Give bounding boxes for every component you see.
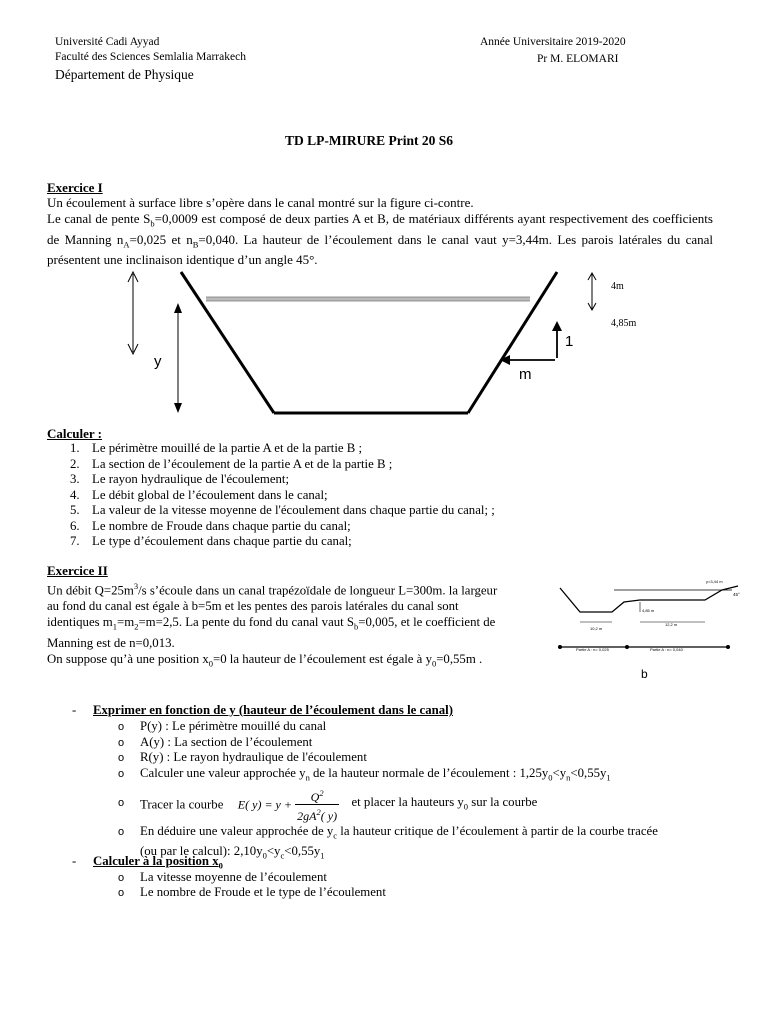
channel-left-wall: [181, 272, 274, 413]
figure-label-m: m: [519, 366, 532, 383]
academic-year: Année Universitaire 2019-2020: [480, 36, 626, 48]
circle-bullet: o: [118, 826, 125, 838]
dash-bullet: -: [72, 703, 77, 717]
formula-lhs: E( y) = y +: [237, 797, 292, 812]
fig2-label-part-b: Partie A : n= 0,040: [650, 647, 683, 652]
formula-fraction: $\frac{Q^2}{2gA^2( y)}$: [297, 788, 338, 823]
channel-right-wall: [468, 272, 557, 413]
exercise-2-heading: Exercice II: [47, 563, 108, 578]
list-item: 2. La section de l’écoulement de la partie A et de la partie B ;: [70, 456, 393, 471]
fig2-label-width-a: 10,2 m: [590, 626, 603, 631]
exercise-1-paragraph: Le canal de pente $S_b=0,0009$ est composé de deux parties A et B, de matériaux différents ayant respectivement des coefficients de Manning $n_A=0,025$ et $n_B=0,040$. La hauteur de l’écoulement dans le canal vaut y=3,44m. Les parois latérales du canal présentent une inclinaison identique d’un angle 45°.: [47, 211, 714, 268]
list-item: 6. Le nombre de Froude dans chaque partie du canal;: [70, 518, 351, 533]
page-title: TD LP-MIRURE Print 20 S6: [285, 133, 453, 148]
fig2-label-part-a: Partie A : n= 0,025: [576, 647, 609, 652]
calculate-heading: Calculer :: [47, 426, 102, 441]
circle-bullet: o: [118, 721, 125, 733]
ex2-line-5: On suppose qu’à une position $x_0=0$ la hauteur de l’écoulement est égale à $y_0=0,55m$ .: [47, 651, 483, 669]
department-name: Département de Physique: [55, 67, 194, 82]
ex2-line-2: au fond du canal est égale à b=5m et les pentes des parois latérales du canal sont: [47, 599, 459, 614]
item-critical-height: En déduire une valeur approchée de $y_c$ la hauteur critique de l’écoulement à partir de la courbe tracée (ou par le calcul): $2,10y_0<y_c<0,55y_1$: [140, 824, 658, 861]
list-item: 1. Le périmètre mouillé de la partie A et de la partie B ;: [70, 441, 363, 455]
figure-label-485m: 4,85m: [611, 318, 637, 329]
professor-name: Pr M. ELOMARI: [537, 53, 619, 65]
list-item: 3. Le rayon hydraulique de l'écoulement;: [70, 472, 290, 486]
fig2-label-y: y=3,44 m: [706, 579, 723, 584]
item-velocity: La vitesse moyenne de l’écoulement: [140, 870, 327, 884]
exercise-2-paragraph: [47, 578, 539, 671]
dash-bullet: -: [72, 854, 77, 868]
ex2-line-1: Un débit $Q=25m^3/s$ s’écoule dans un canal trapézoïdale de longueur L=300m. la largeur: [47, 581, 498, 598]
question-list: [70, 441, 495, 550]
fig2-label-height: 4,85 m: [642, 608, 655, 613]
item-section: A(y) : La section de l’écoulement: [140, 735, 313, 749]
item-radius: R(y) : Le rayon hydraulique de l'écoulement: [140, 750, 367, 764]
circle-bullet: o: [118, 737, 125, 749]
fig2-label-width-b: 12,2 m: [665, 622, 678, 627]
exercise-1-line-1: Un écoulement à surface libre s’opère dans le canal montré sur la figure ci-contre.: [47, 195, 474, 210]
circle-bullet: o: [118, 872, 125, 884]
item-normal-height: Calculer une valeur approchée $y_n$ de la hauteur normale de l’écoulement : $1,25y_0<y_n<0,55y_1$: [140, 766, 611, 783]
section-express-heading: Exprimer en fonction de y (hauteur de l’écoulement dans le canal): [93, 703, 453, 717]
list-item: 4. Le débit global de l’écoulement dans le canal;: [70, 487, 328, 502]
water-surface: [206, 297, 530, 301]
item-perimeter: P(y) : Le périmètre mouillé du canal: [140, 719, 327, 733]
item-energy-curve: Tracer la courbe E( y) = y + $\frac{Q^2}{2gA^2( y)}$ et placer la hauteurs $y_0$ sur la courbe: [140, 788, 538, 823]
faculty-name: Faculté des Sciences Semlalia Marrakech: [55, 51, 246, 63]
figure-label-y: y: [154, 353, 162, 370]
list-item: 5. La valeur de la vitesse moyenne de l'écoulement dans chaque partie du canal; ;: [70, 503, 495, 517]
list-item: 7. Le type d’écoulement dans chaque partie du canal;: [70, 534, 352, 548]
item-froude: Le nombre de Froude et le type de l’écoulement: [140, 885, 386, 899]
small-channel-figure: [548, 570, 748, 660]
ex2-line-4: Manning est de n=0,013.: [47, 635, 175, 650]
section-calculate-heading: Calculer à la position $x_0$: [93, 854, 223, 871]
fig2-label-b: b: [641, 667, 648, 681]
circle-bullet: o: [118, 887, 125, 899]
circle-bullet: o: [118, 752, 125, 764]
ex2-line-3: identiques $m_1=m_2=m=2,5$. La pente du fond du canal vaut $S_b=0,005$, et le coefficient de: [47, 615, 496, 632]
figure-label-4m: 4m: [611, 281, 624, 292]
circle-bullet: o: [118, 797, 125, 809]
university-name: Université Cadi Ayyad: [55, 36, 160, 48]
figure-label-1: 1: [565, 333, 574, 350]
exercise-1-heading: Exercice I: [47, 180, 103, 195]
fig2-label-angle: 45°: [733, 592, 740, 597]
circle-bullet: o: [118, 768, 125, 780]
